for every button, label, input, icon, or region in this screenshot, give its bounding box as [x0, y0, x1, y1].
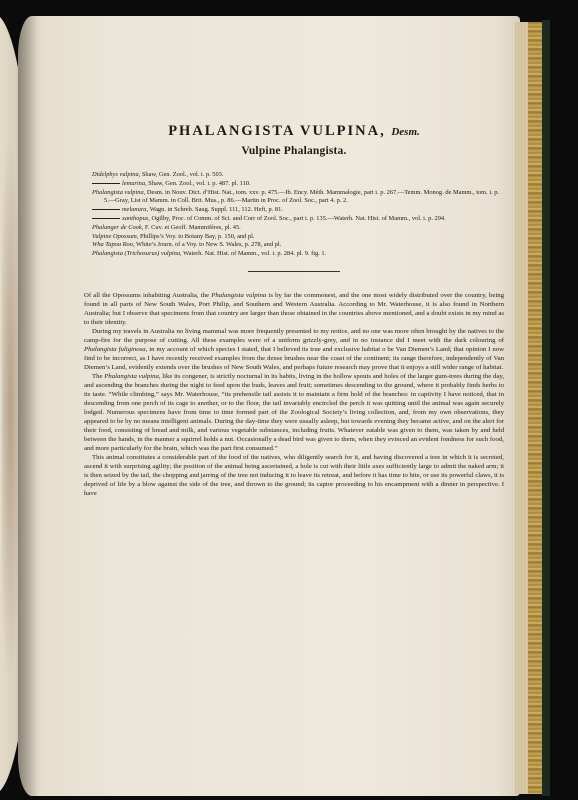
synonym-reference: Desm. in Nouv. Dict. d’Hist. Nat., tom. xxv. p. 475.—Ib. Ency. Méth. Mammalogie, part i. p. 267.—Temm. Monog. de Mamm., tom. i. p. 5.—Gray, List of Mamm. in Coll. Brit. Mus., p. 86.—Martin in Proc. of Zool. Soc., part 4. p. 2.	[104, 188, 500, 205]
synonym-name: Vulpine Opossum,	[92, 232, 139, 240]
ditto-dash	[92, 209, 120, 210]
synonym-reference: Shaw, Gen. Zool., vol. i. p. 487. pl. 110.	[146, 179, 251, 187]
synonym-reference: Phillips’s Voy. to Botany Bay, p. 150, and pl.	[138, 232, 255, 240]
body-paragraph: The Phalangista vulpina, like its congener, is strictly nocturnal in its habits, living in the hollow spouts and holes of the larger gum-trees during the day, and ascending the branches during the night to feed upon the buds, leaves and fruit; sometimes descending to the ground, where it probably finds herbs to its taste. “While climbing,” says Mr. Waterhouse, “its prehensile tail assists it to maintain a firm hold of the branches: in captivity I have noticed, that in descending from one perch of its cage to another, or to the floor, the tail invariably encircled the perch it was quitting until the animal was again securely lodged. Numerous specimens have from time to time formed part of the Zoological Society’s living collection, and, from my own observations, they appeared to be by no means intelligent animals. During the day-time they were usually asleep, but towards evening they became active, and on the alert for their food, consisting of bread and milk, and various vegetable substances, including fruits. Whatever eatable was given to them, was taken by and held between the hands, in the manner a squirrel holds a nut. Occasionally a dead bird was given to them, when they evinced an evident fondness for such food, and more particularly for the brain, which was the part first consumed.”	[84, 373, 505, 453]
synonym-entry	[92, 180, 504, 189]
ditto-dash	[92, 218, 120, 219]
article-body	[84, 291, 504, 498]
synonym-reference: Wagn. in Schreb. Saug. Suppl. 111, 112. Heft, p. 81.	[148, 206, 283, 214]
body-paragraph: During my travels in Australia no living mammal was more frequently presented to my notice, and no one was more often brought by the natives to the camp-fire for the purpose of cutting. All these examples were of a uniform grizzly-grey, and in no instance did I meet with the dark colouring of Phalangista fuliginosa, in my account of which species I stated, that I believed its true and exclusive habitat o be Van Diemen’s Land; that opinion I now find to be incorrect, as I have recently received examples from the dense brushes near the coast of the continent; its range therefore, independently of Van Diemen’s Land, evidently extends over the brushes of New South Wales, and perhaps future research may prove that it enjoys a still wider range of habitat.	[84, 328, 504, 372]
synonym-name: Phalangista vulpina,	[92, 188, 146, 196]
synonym-entry	[92, 233, 504, 242]
synonym-name: lemurina,	[122, 179, 147, 187]
ditto-dash	[92, 183, 120, 184]
species-name-italic: Phalangista vulpina	[211, 291, 267, 299]
body-paragraph: This animal constitutes a considerable part of the food of the natives, who diligently search for it, and having discovered a tree in which it is secreted, ascend it with surprising agility; the position of the animal being ascertained, a hole is cut with their little axes sufficiently large to admit the naked arm; it is then seized by the tail, the chopping and jarring of the tree not inducing it to leave its retreat, and before it has time to bite, or use its powerful claws, it is deprived of life by a blow against the side of the tree, and thrown to the ground; its captor proceeding to his encampment with a dinner in perspective. I have	[84, 454, 504, 498]
synonym-name: Phalangista (Trichosurus) vulpina,	[92, 250, 182, 258]
species-name: PHALANGISTA VULPINA,	[168, 123, 386, 139]
synonym-name: xanthopus,	[122, 214, 150, 222]
synonym-name: Phalanger de Cook,	[92, 223, 144, 231]
page-content	[84, 121, 504, 498]
synonym-entry	[92, 215, 504, 224]
synonym-reference: Shaw, Gen. Zool., vol. i. p. 503.	[140, 171, 224, 178]
binding-edge	[542, 20, 550, 796]
synonym-name: melanura,	[122, 206, 149, 214]
section-divider	[248, 271, 340, 272]
synonym-reference: Ogilby, Proc. of Comm. of Sci. and Corr of Zool. Soc., part i. p. 135.—Waterh. Nat. Hist. of Mamm., vol. i. p. 294.	[149, 214, 446, 222]
synonym-reference: White’s Journ. of a Voy. to New S. Wales, p. 278, and pl.	[134, 241, 282, 249]
synonym-entry	[92, 206, 504, 215]
synonym-reference: Waterh. Nat. Hist. of Mamm., vol. i. p. 284. pl. 9. fig. 1.	[181, 250, 327, 258]
synonym-entry	[92, 224, 504, 233]
synonym-entry	[92, 171, 504, 180]
synonym-entry	[92, 241, 504, 250]
synonym-entry	[92, 250, 504, 259]
body-paragraph: Of all the Opossums inhabiting Australia, the Phalangista vulpina is by far the commonest, and the one most widely distributed over the country, being found in all parts of New South Wales, Port Philip, and Southern and Western Australia. According to Mr. Waterhouse, it is also found in Northern Australia; but I observe that specimens from that country are larger than those obtained in the countries above mentioned, and a doubt exists in my mind as to their identity.	[84, 291, 504, 327]
species-name-italic: Phalangista fuliginosa	[84, 346, 146, 354]
species-name-italic: Phalangista vulpina	[104, 373, 159, 381]
species-authority: Desm.	[391, 126, 420, 138]
species-title	[84, 121, 504, 142]
synonym-entry	[92, 189, 504, 207]
page-gutter-shadow	[18, 16, 38, 796]
common-name: Vulpine Phalangista.	[241, 145, 347, 157]
synonymy-list	[92, 171, 504, 259]
synonym-reference: F. Cuv. et Geoff. Mammifères, pl. 45.	[143, 223, 241, 231]
synonym-name: Didelphys vulpina,	[92, 171, 141, 178]
gilt-page-edge	[528, 22, 542, 794]
synonym-name: Wha Tapoa Roo,	[92, 241, 135, 249]
